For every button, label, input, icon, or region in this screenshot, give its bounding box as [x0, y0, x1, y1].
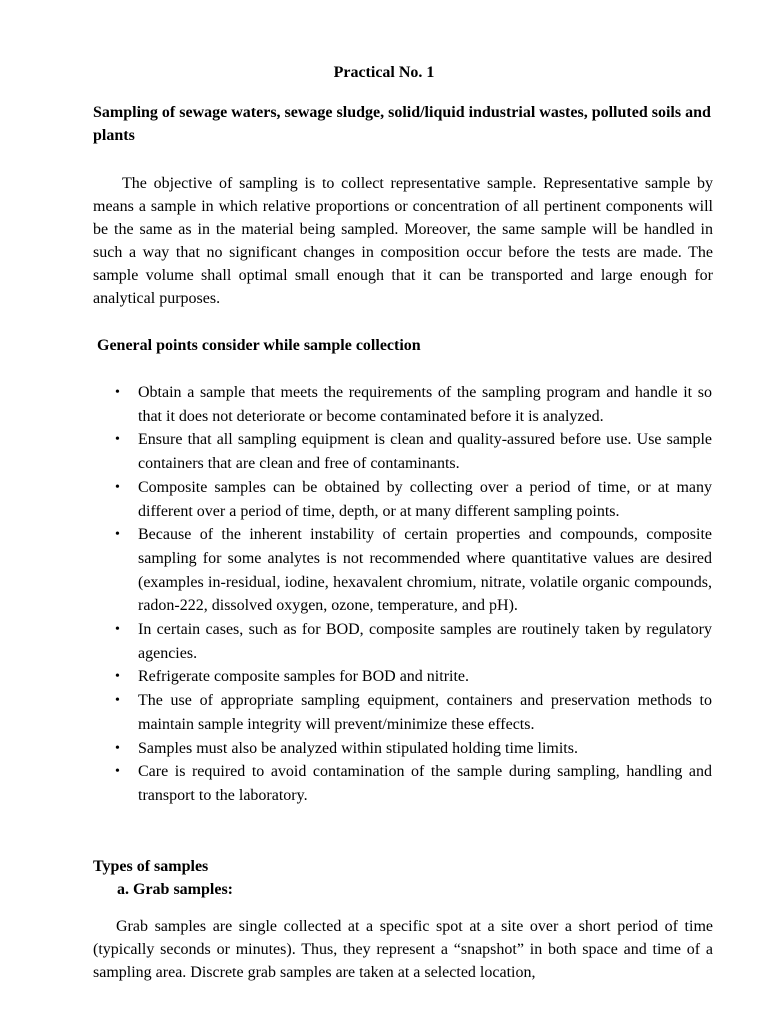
list-item-text: Care is required to avoid contamination of the sample during sampling, handling and transport to the laboratory.: [138, 763, 712, 804]
list-item-text: The use of appropriate sampling equipment, containers and preservation methods to maintain sample integrity will prevent/minimize these effects.: [138, 692, 712, 733]
list-item: [0, 476, 712, 523]
types-of-samples-heading: Types of samples: [93, 858, 209, 875]
list-item: [0, 689, 712, 736]
page-title: Practical No. 1: [333, 64, 435, 81]
list-item-text: Ensure that all sampling equipment is clean and quality-assured before use. Use sample containers that are clean and free of contaminants.: [138, 431, 712, 473]
list-item: [0, 760, 712, 807]
bullet-icon: •: [115, 764, 120, 780]
list-item: [0, 428, 712, 475]
bullet-icon: •: [115, 622, 120, 638]
document-subtitle: Sampling of sewage waters, sewage sludge, solid/liquid industrial wastes, polluted soils and plants: [93, 104, 711, 144]
list-item-text: Refrigerate composite samples for BOD and nitrite.: [138, 668, 470, 686]
bullet-icon: •: [115, 527, 120, 543]
bullet-icon: •: [115, 669, 120, 685]
bullet-icon: •: [115, 693, 120, 709]
bullet-icon: •: [115, 432, 120, 448]
bullet-icon: •: [115, 479, 120, 495]
bullet-icon: •: [115, 740, 120, 756]
list-item-text: Obtain a sample that meets the requirements of the sampling program and handle it so that it does not deteriorate or become contaminated before it is analyzed.: [138, 384, 712, 425]
general-points-heading: General points consider while sample collection: [97, 337, 421, 354]
list-item: [0, 665, 712, 689]
intro-paragraph: The objective of sampling is to collect representative sample. Representative sample by means a sample in which relative proportions or concentration of all pertinent components will be the same as in the material being sampled. Moreover, the same sample will be handled in such a way that no significant changes in composition occur before the tests are made. The sample volume shall optimal small enough that it can be transported and large enough for analytical purposes.: [93, 175, 713, 307]
list-item-text: Because of the inherent instability of certain properties and compounds, composite sampling for some analytes is not recommended where quantitative values are desired (examples in-residual, iodine, hexavalent chromium, nitrate, volatile organic compounds, radon-222, dissolved oxygen, ozone, temperature, and pH).: [138, 526, 712, 615]
bullet-icon: •: [115, 385, 120, 400]
grab-samples-paragraph: Grab samples are single collected at a specific spot at a site over a short period of time (typically seconds or minutes). Thus, they represent a “snapshot” in both space and time of a sampling area. Discrete grab samples are taken at a selected location,: [93, 918, 713, 981]
list-item-text: Samples must also be analyzed within stipulated holding time limits.: [138, 739, 578, 757]
general-points-list: [0, 381, 768, 808]
list-item: [0, 523, 712, 618]
list-item: [0, 618, 712, 665]
grab-samples-heading: a. Grab samples:: [117, 881, 233, 898]
list-item: [0, 737, 712, 761]
list-item-text: Composite samples can be obtained by collecting over a period of time, or at many different over a period of time, depth, or at many different sampling points.: [138, 478, 712, 520]
list-item-text: In certain cases, such as for BOD, composite samples are routinely taken by regulatory agencies.: [138, 621, 712, 662]
list-item: [0, 381, 712, 428]
